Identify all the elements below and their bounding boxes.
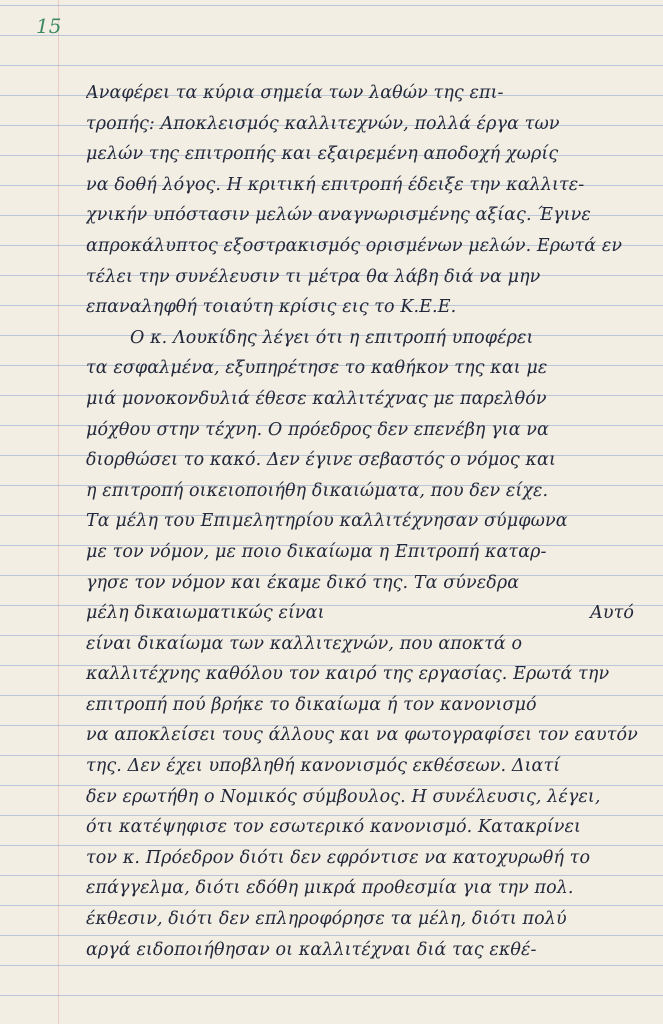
- manuscript-line-text: γησε τον νόμον και έκαμε δικό της. Τα σύνεδρα: [86, 572, 520, 593]
- manuscript-line-text: χνικήν υπόστασιν μελών αναγνωρισμένης αξίας. Έγινε: [86, 205, 591, 226]
- manuscript-line: [86, 904, 642, 935]
- manuscript-line: [86, 812, 642, 843]
- manuscript-line: [86, 323, 642, 354]
- manuscript-line: [86, 445, 642, 476]
- manuscript-line: [86, 200, 642, 231]
- manuscript-line: [86, 629, 642, 660]
- manuscript-line-text: τροπής: Αποκλεισμός καλλιτεχνών, πολλά έργα των: [86, 113, 560, 134]
- manuscript-line-text: η επιτροπή οικειοποιήθη δικαιώματα, που δεν είχε.: [86, 480, 549, 501]
- manuscript-line-text: τον κ. Πρόεδρον διότι δεν εφρόντισε να κατοχυρωθή το: [86, 847, 591, 868]
- manuscript-line: [86, 598, 642, 629]
- manuscript-line: [86, 873, 642, 904]
- manuscript-line: [86, 384, 642, 415]
- manuscript-line: [86, 568, 642, 599]
- manuscript-line-text: επαναληφθή τοιαύτη κρίσις εις το Κ.Ε.Ε.: [86, 297, 457, 318]
- manuscript-line: [86, 690, 642, 721]
- manuscript-line-text: ότι κατέψηφισε τον εσωτερικό κανονισμό. Κατακρίνει: [86, 817, 581, 838]
- manuscript-line: [86, 231, 642, 262]
- handwritten-text-block: [86, 78, 642, 965]
- manuscript-line-text: απροκάλυπτος εξοστρακισμός ορισμένων μελών. Ερωτά εν: [86, 235, 623, 256]
- manuscript-line-text: μελών της επιτροπής και εξαιρεμένη αποδοχή χωρίς: [86, 144, 559, 165]
- manuscript-line: [86, 292, 642, 323]
- manuscript-line: [86, 782, 642, 813]
- manuscript-line-text: της. Δεν έχει υποβληθή κανονισμός εκθέσεων. Διατί: [86, 756, 561, 777]
- manuscript-line-text: με τον νόμον, με ποιο δικαίωμα η Επιτροπή καταρ-: [86, 541, 547, 562]
- manuscript-line-text: Τα μέλη του Επιμελητηρίου καλλιτέχνησαν σύμφωνα: [86, 511, 568, 532]
- manuscript-line-tail: Αυτό: [590, 603, 634, 624]
- manuscript-line-text: τα εσφαλμένα, εξυπηρέτησε το καθήκον της και με: [86, 358, 548, 379]
- manuscript-line-text: να αποκλείσει τους άλλους και να φωτογραφίσει τον εαυτόν: [86, 725, 638, 746]
- manuscript-line-text: δεν ερωτήθη ο Νομικός σύμβουλος. Η συνέλευσις, λέγει,: [86, 786, 601, 807]
- manuscript-line: [86, 720, 642, 751]
- manuscript-line-text: μόχθου στην τέχνη. Ο πρόεδρος δεν επενέβη για να: [86, 419, 549, 440]
- manuscript-line-text: καλλιτέχνης καθόλου τον καιρό της εργασίας. Ερωτά την: [86, 664, 610, 685]
- manuscript-line-text: διορθώσει το κακό. Δεν έγινε σεβαστός ο νόμος και: [86, 450, 556, 471]
- manuscript-line-text: να δοθή λόγος. Η κριτική επιτροπή έδειξε την καλλιτε-: [86, 174, 585, 195]
- manuscript-line: [86, 506, 642, 537]
- manuscript-line: [86, 843, 642, 874]
- manuscript-line-text: Ο κ. Λουκίδης λέγει ότι η επιτροπή υποφέρει: [130, 327, 534, 348]
- manuscript-line-text: τέλει την συνέλευσιν τι μέτρα θα λάβη διά να μην: [86, 266, 541, 287]
- manuscript-line-text: επάγγελμα, διότι εδόθη μικρά προθεσμία για την πολ.: [86, 878, 574, 899]
- manuscript-line: [86, 109, 642, 140]
- manuscript-line-text: έκθεσιν, διότι δεν επληροφόρησε τα μέλη, διότι πολύ: [86, 909, 567, 930]
- page-number: 15: [36, 14, 62, 38]
- manuscript-line-text: μιά μονοκονδυλιά έθεσε καλλιτέχνας με παρελθόν: [86, 388, 547, 409]
- manuscript-line: [86, 139, 642, 170]
- manuscript-line: [86, 262, 642, 293]
- manuscript-line-text: αργά ειδοποιήθησαν οι καλλιτέχναι διά τας εκθέ-: [86, 939, 537, 960]
- manuscript-line: [86, 659, 642, 690]
- manuscript-line: [86, 751, 642, 782]
- manuscript-line-text: επιτροπή πού βρήκε το δικαίωμα ή τον κανονισμό: [86, 694, 537, 715]
- manuscript-line: [86, 353, 642, 384]
- manuscript-line: [86, 935, 642, 966]
- manuscript-line: [86, 537, 642, 568]
- manuscript-line-text: είναι δικαίωμα των καλλιτεχνών, που αποκτά ο: [86, 633, 523, 654]
- manuscript-line: [86, 78, 642, 109]
- manuscript-line: [86, 415, 642, 446]
- manuscript-line-text: Αναφέρει τα κύρια σημεία των λαθών της επι-: [86, 83, 504, 103]
- manuscript-line-text: μέλη δικαιωματικώς είναι: [86, 603, 325, 624]
- manuscript-line: [86, 170, 642, 201]
- manuscript-line: [86, 476, 642, 507]
